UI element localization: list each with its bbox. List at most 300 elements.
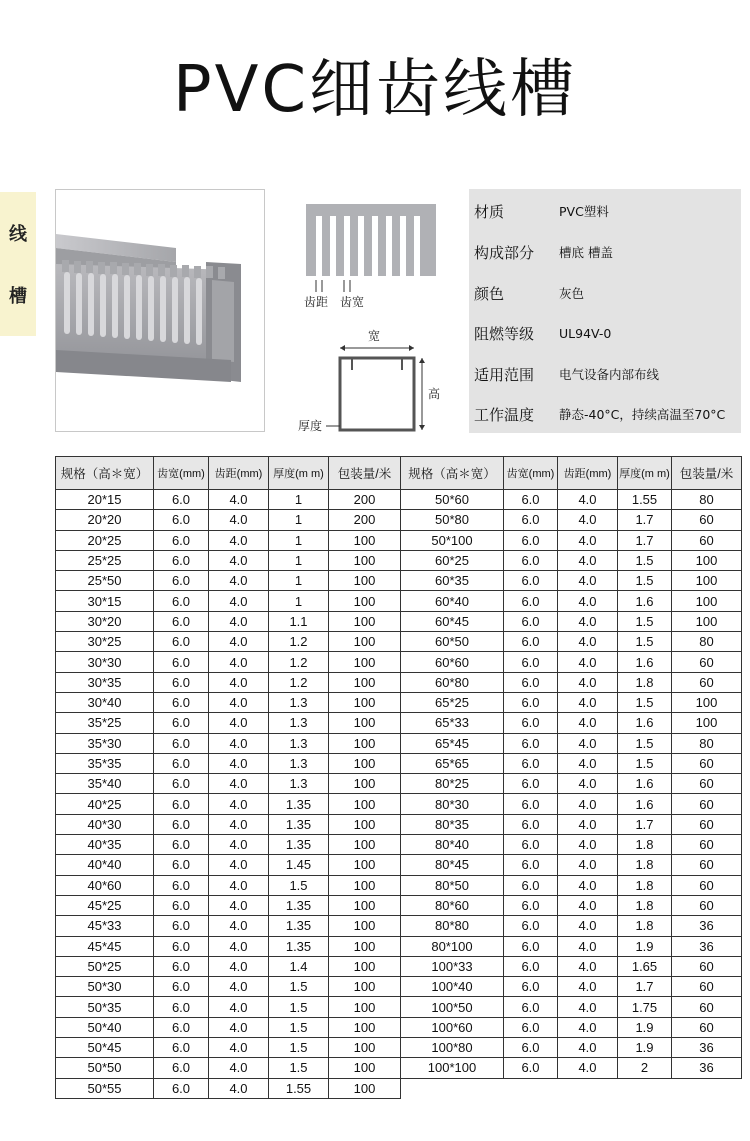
table-cell: 6.0 [154,632,209,652]
table-cell: 4.0 [558,652,618,672]
table-cell: 6.0 [154,1017,209,1037]
table-cell: 1.7 [618,530,672,550]
spec-value: 静态-40°C，持续高温至70°C [559,407,726,422]
table-cell: 1.6 [618,652,672,672]
table-cell: 6.0 [504,916,558,936]
table-cell: 4.0 [209,652,269,672]
table-cell: 40*30 [56,814,154,834]
table-cell: 6.0 [154,490,209,510]
table-cell: 36 [672,1058,742,1078]
table-cell: 200 [329,510,401,530]
table-cell: 6.0 [154,997,209,1017]
table-cell: 100 [329,997,401,1017]
table-cell: 4.0 [558,632,618,652]
table-cell: 1.5 [618,733,672,753]
spec-value: 电气设备内部布线 [559,367,660,382]
table-row [56,571,742,591]
spec-value: UL94V-0 [559,325,612,341]
table-cell: 1.5 [269,1017,329,1037]
table-cell: 6.0 [154,510,209,530]
table-cell: 6.0 [504,1038,558,1058]
table-cell: 60*80 [401,672,504,692]
table-cell: 6.0 [504,652,558,672]
height-label: 高 [428,387,441,401]
header-tooth-width: 齿宽(mm) [504,457,558,490]
page-title: PVC细齿线槽 [172,53,578,127]
table-cell: 100 [329,814,401,834]
table-cell: 100 [329,1038,401,1058]
spec-label: 阻燃等级 [474,324,535,343]
table-cell: 6.0 [154,692,209,712]
cable-duct-illustration [56,190,264,431]
width-label: 宽 [368,329,381,343]
table-cell: 4.0 [209,571,269,591]
table-cell: 35*35 [56,753,154,773]
table-row [56,713,742,733]
table-row [56,1017,742,1037]
table-cell: 45*33 [56,916,154,936]
table-row [56,692,742,712]
table-cell: 100 [329,591,401,611]
table-cell: 100 [329,794,401,814]
table-cell: 6.0 [154,895,209,915]
table-cell: 4.0 [558,733,618,753]
table-cell: 100 [672,591,742,611]
table-row [56,632,742,652]
table-cell: 30*30 [56,652,154,672]
table-cell: 80*100 [401,936,504,956]
table-cell: 4.0 [558,916,618,936]
table-cell: 100*100 [401,1058,504,1078]
table-cell: 1.7 [618,977,672,997]
table-cell: 60 [672,753,742,773]
header-package: 包装量/米 [329,457,401,490]
table-cell: 50*55 [56,1078,154,1098]
table-cell: 1.35 [269,936,329,956]
table-cell: 1.5 [269,1038,329,1058]
table-cell: 100 [672,713,742,733]
table-cell: 4.0 [209,814,269,834]
table-cell: 80*80 [401,916,504,936]
table-cell: 6.0 [504,490,558,510]
table-cell: 4.0 [558,1038,618,1058]
spec-value: PVC塑料 [559,204,609,219]
spec-table [55,456,742,1099]
table-row [56,855,742,875]
table-cell: 4.0 [209,936,269,956]
table-cell: 6.0 [154,1078,209,1098]
table-cell: 100*60 [401,1017,504,1037]
table-cell: 60 [672,774,742,794]
table-cell: 80*50 [401,875,504,895]
table-cell: 60 [672,672,742,692]
table-cell: 50*40 [56,1017,154,1037]
table-cell: 4.0 [558,1017,618,1037]
table-cell: 4.0 [558,530,618,550]
table-row [56,835,742,855]
table-cell: 65*25 [401,692,504,712]
table-cell: 100 [672,611,742,631]
table-cell: 1.8 [618,916,672,936]
table-cell: 6.0 [154,814,209,834]
table-cell: 1.8 [618,895,672,915]
table-cell: 1.45 [269,855,329,875]
table-cell: 4.0 [209,774,269,794]
table-cell: 20*25 [56,530,154,550]
table-cell: 100 [329,550,401,570]
table-cell: 100 [329,1017,401,1037]
table-cell: 20*15 [56,490,154,510]
table-cell: 6.0 [504,550,558,570]
table-cell: 6.0 [154,855,209,875]
spec-value: 槽底 槽盖 [559,245,613,260]
table-row [56,652,742,672]
table-row [56,510,742,530]
table-cell: 4.0 [558,936,618,956]
table-cell: 4.0 [209,510,269,530]
table-cell: 30*25 [56,632,154,652]
table-cell: 6.0 [504,977,558,997]
table-cell: 4.0 [209,591,269,611]
table-cell: 4.0 [558,895,618,915]
spec-label: 工作温度 [474,405,535,424]
table-cell: 6.0 [504,936,558,956]
table-cell: 100 [672,692,742,712]
table-row [56,733,742,753]
spec-value: 灰色 [559,286,585,301]
table-cell: 1.5 [618,692,672,712]
tooth-diagram [296,196,456,316]
table-cell: 30*15 [56,591,154,611]
table-cell: 100 [329,956,401,976]
table-cell: 4.0 [558,672,618,692]
table-cell: 100 [329,632,401,652]
table-cell: 45*45 [56,936,154,956]
table-cell: 50*30 [56,977,154,997]
table-cell: 1.1 [269,611,329,631]
table-cell: 6.0 [154,774,209,794]
table-cell: 6.0 [504,713,558,733]
table-cell: 30*20 [56,611,154,631]
table-cell: 6.0 [154,733,209,753]
spec-label: 构成部分 [474,243,535,262]
table-cell: 4.0 [209,733,269,753]
table-cell: 80*25 [401,774,504,794]
table-cell: 4.0 [558,835,618,855]
table-cell: 4.0 [558,591,618,611]
table-cell: 100 [329,733,401,753]
table-row [56,997,742,1017]
table-cell: 1.5 [269,875,329,895]
table-cell: 60 [672,895,742,915]
spec-row [469,354,741,394]
table-cell: 100 [329,774,401,794]
table-cell: 1 [269,510,329,530]
table-cell: 65*65 [401,753,504,773]
table-cell: 1.5 [269,1058,329,1078]
table-cell: 6.0 [504,530,558,550]
table-row [56,774,742,794]
table-cell: 1.7 [618,814,672,834]
table-cell: 6.0 [154,794,209,814]
table-cell: 6.0 [504,611,558,631]
table-cell: 1 [269,591,329,611]
table-cell: 100*33 [401,956,504,976]
table-cell: 80*35 [401,814,504,834]
table-cell: 1.5 [618,550,672,570]
spec-row [469,394,741,434]
table-row [56,814,742,834]
table-cell: 1.6 [618,774,672,794]
table-cell: 60 [672,794,742,814]
table-cell: 1.6 [618,713,672,733]
table-cell: 6.0 [154,672,209,692]
table-cell: 60 [672,956,742,976]
spec-label: 颜色 [474,284,505,303]
table-cell: 60 [672,652,742,672]
table-cell: 6.0 [154,916,209,936]
table-cell: 65*33 [401,713,504,733]
table-cell: 6.0 [504,774,558,794]
table-cell: 4.0 [558,713,618,733]
table-cell: 1.35 [269,895,329,915]
table-cell: 6.0 [154,591,209,611]
table-cell: 4.0 [558,997,618,1017]
table-cell: 6.0 [504,672,558,692]
table-cell: 4.0 [558,692,618,712]
table-cell: 4.0 [209,956,269,976]
table-cell: 1.3 [269,774,329,794]
spec-row [469,191,741,231]
table-cell: 1.6 [618,794,672,814]
table-cell: 40*60 [56,875,154,895]
table-cell: 20*20 [56,510,154,530]
table-cell: 30*40 [56,692,154,712]
table-cell: 4.0 [209,672,269,692]
table-cell: 100 [329,977,401,997]
table-cell: 60*50 [401,632,504,652]
table-cell: 1.2 [269,632,329,652]
table-cell: 1.5 [618,611,672,631]
table-cell: 4.0 [209,490,269,510]
table-row [56,895,742,915]
table-cell: 100*80 [401,1038,504,1058]
table-cell: 4.0 [558,855,618,875]
table-cell: 6.0 [504,1017,558,1037]
table-cell: 6.0 [154,652,209,672]
header-thickness: 厚度(m m) [269,457,329,490]
table-cell: 6.0 [154,936,209,956]
table-cell: 1.65 [618,956,672,976]
table-cell: 6.0 [154,571,209,591]
table-cell: 6.0 [504,814,558,834]
table-cell: 4.0 [558,611,618,631]
product-photo [55,189,265,432]
table-cell: 35*25 [56,713,154,733]
table-cell: 200 [329,490,401,510]
table-cell: 6.0 [154,550,209,570]
thickness-label: 厚度 [298,419,323,433]
table-row [56,794,742,814]
table-cell: 1.55 [269,1078,329,1098]
table-cell: 6.0 [504,632,558,652]
table-cell: 100 [329,936,401,956]
table-cell: 1.5 [269,977,329,997]
table-cell: 6.0 [154,713,209,733]
side-tab-char-1: 线 [9,224,27,245]
table-cell: 100*40 [401,977,504,997]
table-cell: 100 [329,672,401,692]
table-cell: 60*25 [401,550,504,570]
table-cell: 6.0 [154,753,209,773]
table-cell: 100 [329,1078,401,1098]
table-cell: 100 [672,571,742,591]
table-cell: 80 [672,733,742,753]
table-cell: 4.0 [209,997,269,1017]
table-cell: 6.0 [504,997,558,1017]
table-cell: 35*30 [56,733,154,753]
table-cell: 100 [329,835,401,855]
table-cell: 6.0 [154,530,209,550]
table-cell: 80 [672,632,742,652]
tooth-width-label: 齿宽 [340,295,365,309]
table-cell: 4.0 [209,875,269,895]
table-cell: 4.0 [209,835,269,855]
table-cell: 1.2 [269,652,329,672]
table-cell: 4.0 [558,571,618,591]
table-cell: 4.0 [558,977,618,997]
table-cell: 1.9 [618,936,672,956]
table-cell: 50*45 [56,1038,154,1058]
table-cell: 65*45 [401,733,504,753]
header-package: 包装量/米 [672,457,742,490]
cross-section-diagram [296,326,456,436]
tooth-pitch-label: 齿距 [304,295,329,309]
table-cell: 50*50 [56,1058,154,1078]
table-cell: 4.0 [558,794,618,814]
table-cell: 1.3 [269,733,329,753]
header-spec: 规格（高＊宽） [401,457,504,490]
table-row [56,530,742,550]
table-cell: 6.0 [504,835,558,855]
table-cell: 50*60 [401,490,504,510]
table-cell: 6.0 [154,956,209,976]
spec-row [469,232,741,272]
table-cell: 30*35 [56,672,154,692]
table-cell: 1 [269,550,329,570]
table-cell: 6.0 [504,510,558,530]
table-cell: 25*25 [56,550,154,570]
table-cell: 60 [672,855,742,875]
table-cell: 4.0 [558,814,618,834]
table-cell: 1.35 [269,794,329,814]
table-cell: 6.0 [504,692,558,712]
table-cell: 6.0 [504,956,558,976]
header-spec: 规格（高＊宽） [56,457,154,490]
table-cell: 60 [672,814,742,834]
table-cell: 80*45 [401,855,504,875]
table-cell: 100 [329,530,401,550]
table-cell: 1.4 [269,956,329,976]
table-cell: 36 [672,916,742,936]
table-cell: 50*80 [401,510,504,530]
table-cell: 6.0 [154,875,209,895]
table-cell: 1.8 [618,875,672,895]
table-cell: 4.0 [209,753,269,773]
table-cell: 6.0 [504,753,558,773]
table-cell: 100 [329,916,401,936]
table-cell: 36 [672,936,742,956]
table-cell: 2 [618,1058,672,1078]
table-row [56,1078,742,1098]
table-cell: 4.0 [209,1078,269,1098]
table-cell: 4.0 [209,1058,269,1078]
table-row [56,591,742,611]
table-cell: 4.0 [209,1038,269,1058]
table-row [56,1058,742,1078]
table-cell: 100 [329,571,401,591]
table-row [56,956,742,976]
table-row [56,977,742,997]
table-cell: 100 [329,652,401,672]
table-cell: 40*25 [56,794,154,814]
table-cell: 60*45 [401,611,504,631]
header-tooth-width: 齿宽(mm) [154,457,209,490]
table-cell: 1.8 [618,835,672,855]
table-cell: 40*35 [56,835,154,855]
table-cell: 60 [672,977,742,997]
table-cell: 6.0 [504,591,558,611]
table-cell: 4.0 [558,550,618,570]
table-row [56,1038,742,1058]
table-cell: 6.0 [504,571,558,591]
table-row [56,936,742,956]
table-cell: 80 [672,490,742,510]
table-cell: 100 [329,875,401,895]
side-tab-char-2: 槽 [9,286,27,307]
table-cell: 1.8 [618,672,672,692]
table-cell: 100 [329,611,401,631]
table-row [56,550,742,570]
table-cell: 1.35 [269,916,329,936]
table-cell: 6.0 [504,875,558,895]
table-cell: 100 [329,895,401,915]
table-cell: 80*30 [401,794,504,814]
spec-row [469,273,741,313]
table-cell: 4.0 [209,550,269,570]
table-cell: 1.3 [269,713,329,733]
table-cell: 50*25 [56,956,154,976]
table-cell: 1.35 [269,814,329,834]
table-row [56,611,742,631]
table-cell: 4.0 [209,977,269,997]
table-cell: 1 [269,530,329,550]
table-cell: 80*40 [401,835,504,855]
table-cell: 80*60 [401,895,504,915]
table-cell: 1.6 [618,591,672,611]
table-cell: 4.0 [558,510,618,530]
table-cell: 6.0 [154,1038,209,1058]
table-cell: 4.0 [209,611,269,631]
table-cell: 60 [672,875,742,895]
table-cell: 1.5 [618,632,672,652]
table-cell: 4.0 [209,1017,269,1037]
table-cell: 6.0 [504,794,558,814]
table-cell: 100 [329,855,401,875]
table-cell: 1.7 [618,510,672,530]
spec-row [469,313,741,353]
table-body [56,490,742,1099]
